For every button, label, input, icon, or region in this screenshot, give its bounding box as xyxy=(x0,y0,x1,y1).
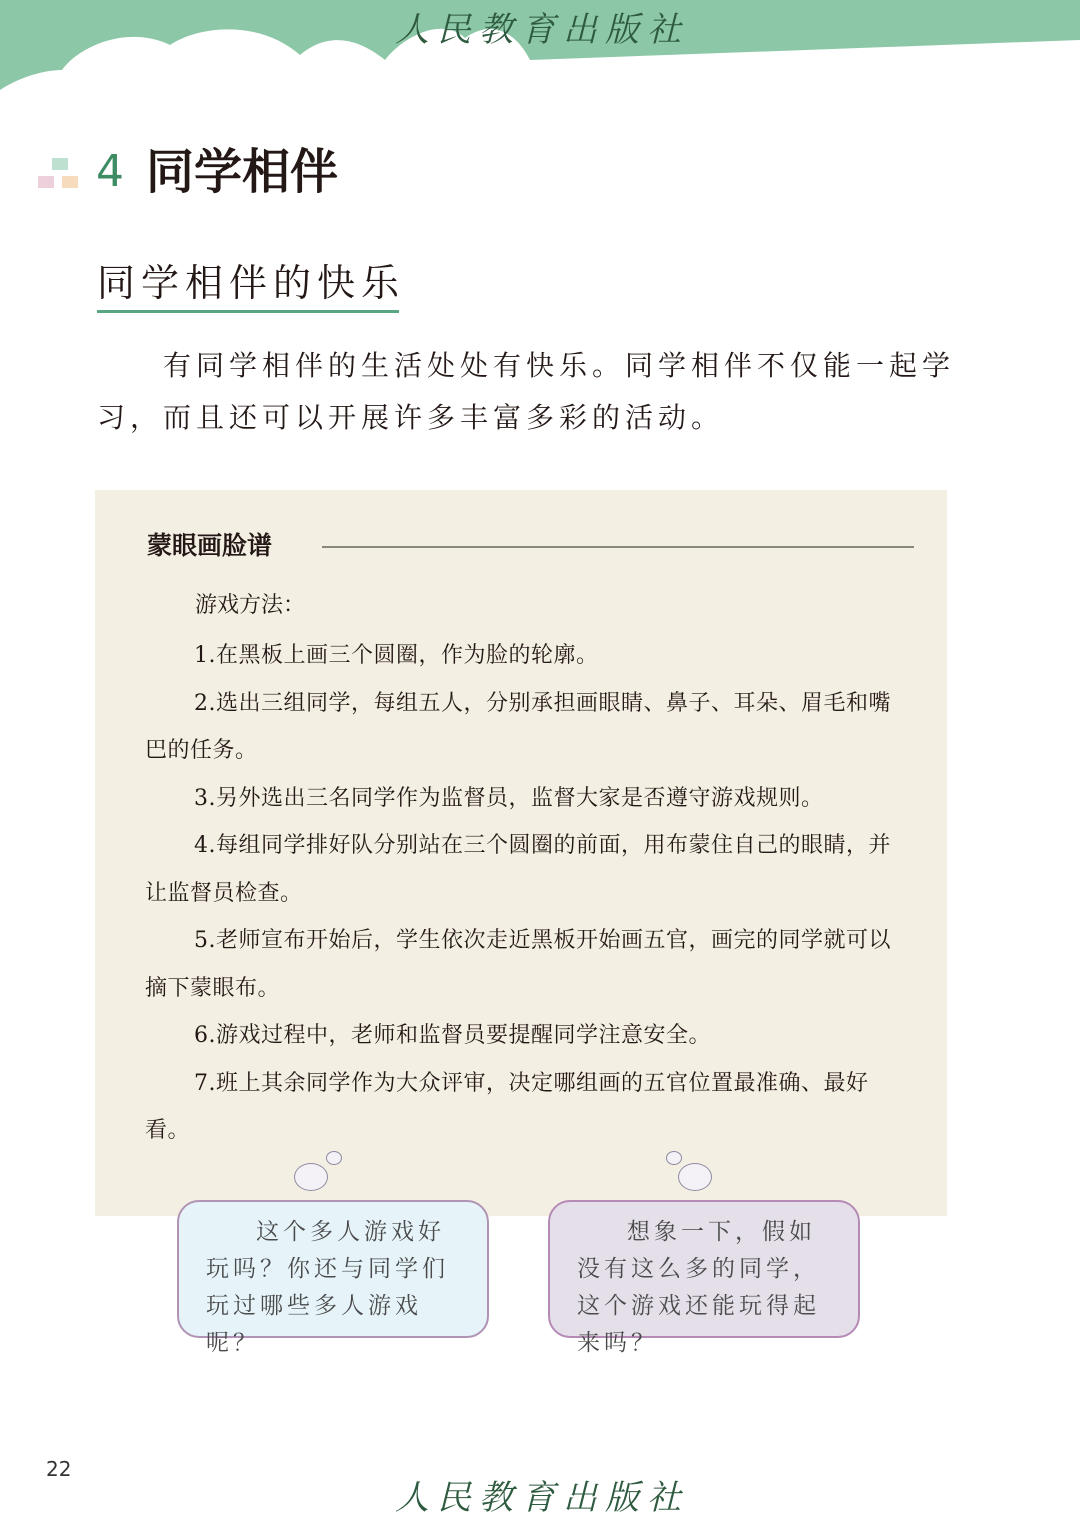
rule-item: 6.游戏过程中，老师和监督员要提醒同学注意安全。 xyxy=(194,1023,711,1048)
rules-list xyxy=(145,632,900,1155)
rule-item: 4.每组同学排好队分别站在三个圆圈的前面，用布蒙住自己的眼睛，并让监督员检查。 xyxy=(145,833,891,906)
section-title: 同学相伴的快乐 xyxy=(97,258,399,313)
thought-dot xyxy=(326,1151,342,1165)
lesson-name: 同学相伴 xyxy=(146,144,339,200)
thought-dot xyxy=(666,1151,682,1165)
rule-item: 5.老师宣布开始后，学生依次走近黑板开始画五官，画完的同学就可以摘下蒙眼布。 xyxy=(145,928,891,1001)
title-divider xyxy=(322,546,914,548)
title-decoration-icon xyxy=(38,158,80,194)
activity-box xyxy=(95,490,947,1216)
rule-item: 1.在黑板上画三个圆圈，作为脸的轮廓。 xyxy=(194,643,599,668)
rule-item: 7.班上其余同学作为大众评审，决定哪组画的五官位置最准确、最好看。 xyxy=(145,1070,869,1143)
speech-bubble-left xyxy=(177,1200,489,1356)
bubble-right-text: 想象一下，假如没有这么多的同学，这个游戏还能玩得起来吗？ xyxy=(577,1219,820,1356)
thought-dot xyxy=(678,1163,712,1191)
bubble-left-text: 这个多人游戏好玩吗？你还与同学们玩过哪些多人游戏呢？ xyxy=(206,1219,449,1356)
rule-item: 3.另外选出三名同学作为监督员，监督大家是否遵守游戏规则。 xyxy=(194,785,824,811)
method-heading: 游戏方法： xyxy=(195,593,306,618)
thought-dot xyxy=(294,1163,328,1191)
intro-paragraph: 有同学相伴的生活处处有快乐。同学相伴不仅能一起学习，而且还可以开展许多丰富多彩的活动。 xyxy=(97,349,956,434)
rule-item: 2.选出三组同学，每组五人，分别承担画眼睛、鼻子、耳朵、眉毛和嘴巴的任务。 xyxy=(145,690,891,763)
page-number: 22 xyxy=(46,1457,72,1481)
lesson-number: 4 xyxy=(96,146,124,197)
publisher-logo-bottom: 人民教育出版社 xyxy=(395,1478,689,1518)
publisher-logo-top: 人民教育出版社 xyxy=(395,10,689,50)
speech-bubble-right xyxy=(548,1200,860,1356)
activity-title: 蒙眼画脸谱 xyxy=(147,531,273,560)
